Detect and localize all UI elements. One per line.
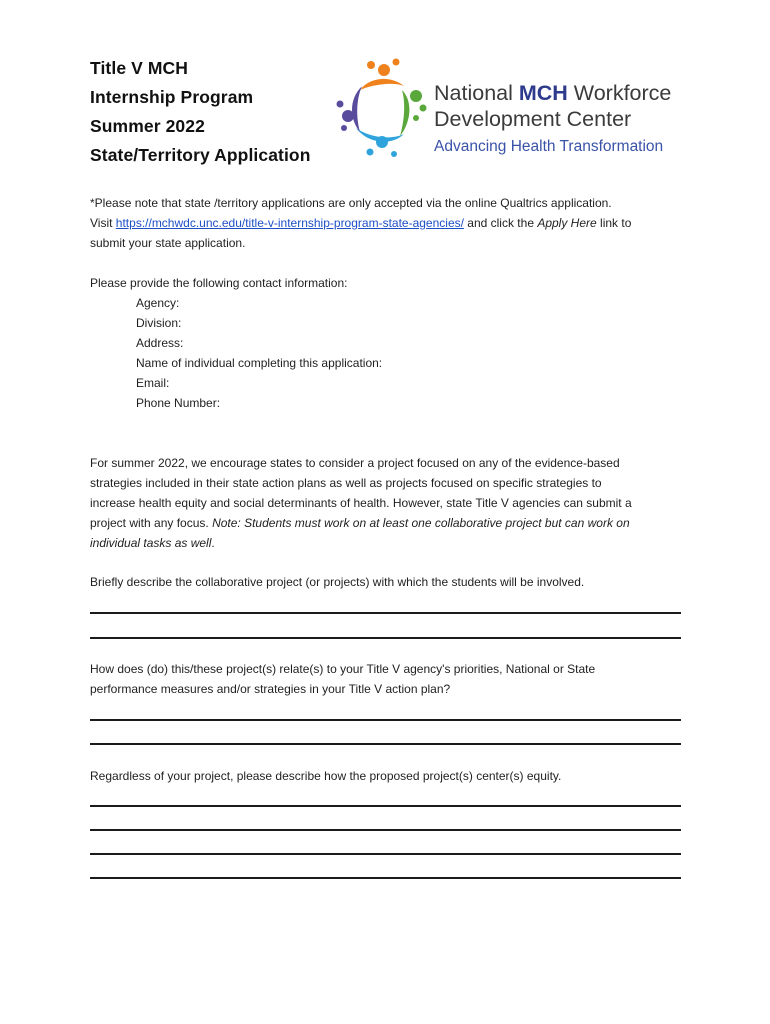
question-priorities — [90, 659, 690, 699]
answer-line-3[interactable] — [90, 719, 681, 721]
title-line-3: Summer 2022 — [90, 116, 205, 136]
state-agencies-link[interactable]: https://mchwdc.unc.edu/title-v-internship-program-state-agencies/ — [115, 216, 464, 230]
mch-workforce-logo — [330, 56, 685, 164]
logo-line-2: Development Center — [434, 107, 632, 131]
title-line-1: Title V MCH — [90, 58, 189, 78]
logo-line-1: National MCH Workforce — [434, 81, 672, 105]
email-label: Email: — [136, 376, 170, 390]
answer-line-7[interactable] — [90, 853, 681, 855]
address-label: Address: — [136, 336, 184, 350]
phone-number-label: Phone Number: — [136, 396, 221, 410]
individual-name-label: Name of individual completing this application: — [136, 356, 383, 370]
agency-label: Agency: — [136, 296, 180, 310]
notice-line-2: Visit https://mchwdc.unc.edu/title-v-internship-program-state-agencies/ and click the Apply Here link to — [90, 216, 632, 230]
encourage-line-3: increase health equity and social determinants of health. However, state Title V agencies can submit a — [90, 496, 632, 510]
title-line-2: Internship Program — [90, 87, 254, 107]
notice-line-1: *Please note that state /territory applications are only accepted via the online Qualtrics application. — [90, 196, 612, 210]
division-label: Division: — [136, 316, 182, 330]
encourage-line-4: project with any focus. Note: Students must work on at least one collaborative project but can work on — [90, 516, 630, 530]
question-equity: Regardless of your project, please describe how the proposed project(s) center(s) equity. — [90, 769, 562, 783]
document-title — [90, 54, 311, 170]
qualtrics-notice — [90, 193, 690, 253]
people-circle-icon — [330, 56, 434, 164]
answer-line-2[interactable] — [90, 637, 681, 639]
question-collaborative-project: Briefly describe the collaborative project (or projects) with which the students will be involved. — [90, 575, 585, 589]
encourage-paragraph — [90, 453, 690, 553]
question-priorities-line-1: How does (do) this/these project(s) relate(s) to your Title V agency's priorities, National or State — [90, 662, 596, 676]
answer-line-8[interactable] — [90, 877, 681, 879]
answer-line-1[interactable] — [90, 612, 681, 614]
question-priorities-line-2: performance measures and/or strategies in your Title V action plan? — [90, 682, 451, 696]
notice-line-3: submit your state application. — [90, 236, 246, 250]
encourage-line-1: For summer 2022, we encourage states to consider a project focused on any of the evidence-based — [90, 456, 620, 470]
answer-line-5[interactable] — [90, 805, 681, 807]
logo-tagline: Advancing Health Transformation — [434, 138, 664, 155]
title-line-4: State/Territory Application — [90, 145, 311, 165]
encourage-line-5: individual tasks as well. — [90, 536, 215, 550]
logo-wordmark — [434, 80, 671, 159]
answer-line-4[interactable] — [90, 743, 681, 745]
answer-line-6[interactable] — [90, 829, 681, 831]
encourage-line-2: strategies included in their state action plans as well as projects focused on specific strategies to — [90, 476, 602, 490]
contact-fields — [136, 293, 382, 413]
contact-intro: Please provide the following contact information: — [90, 276, 348, 290]
